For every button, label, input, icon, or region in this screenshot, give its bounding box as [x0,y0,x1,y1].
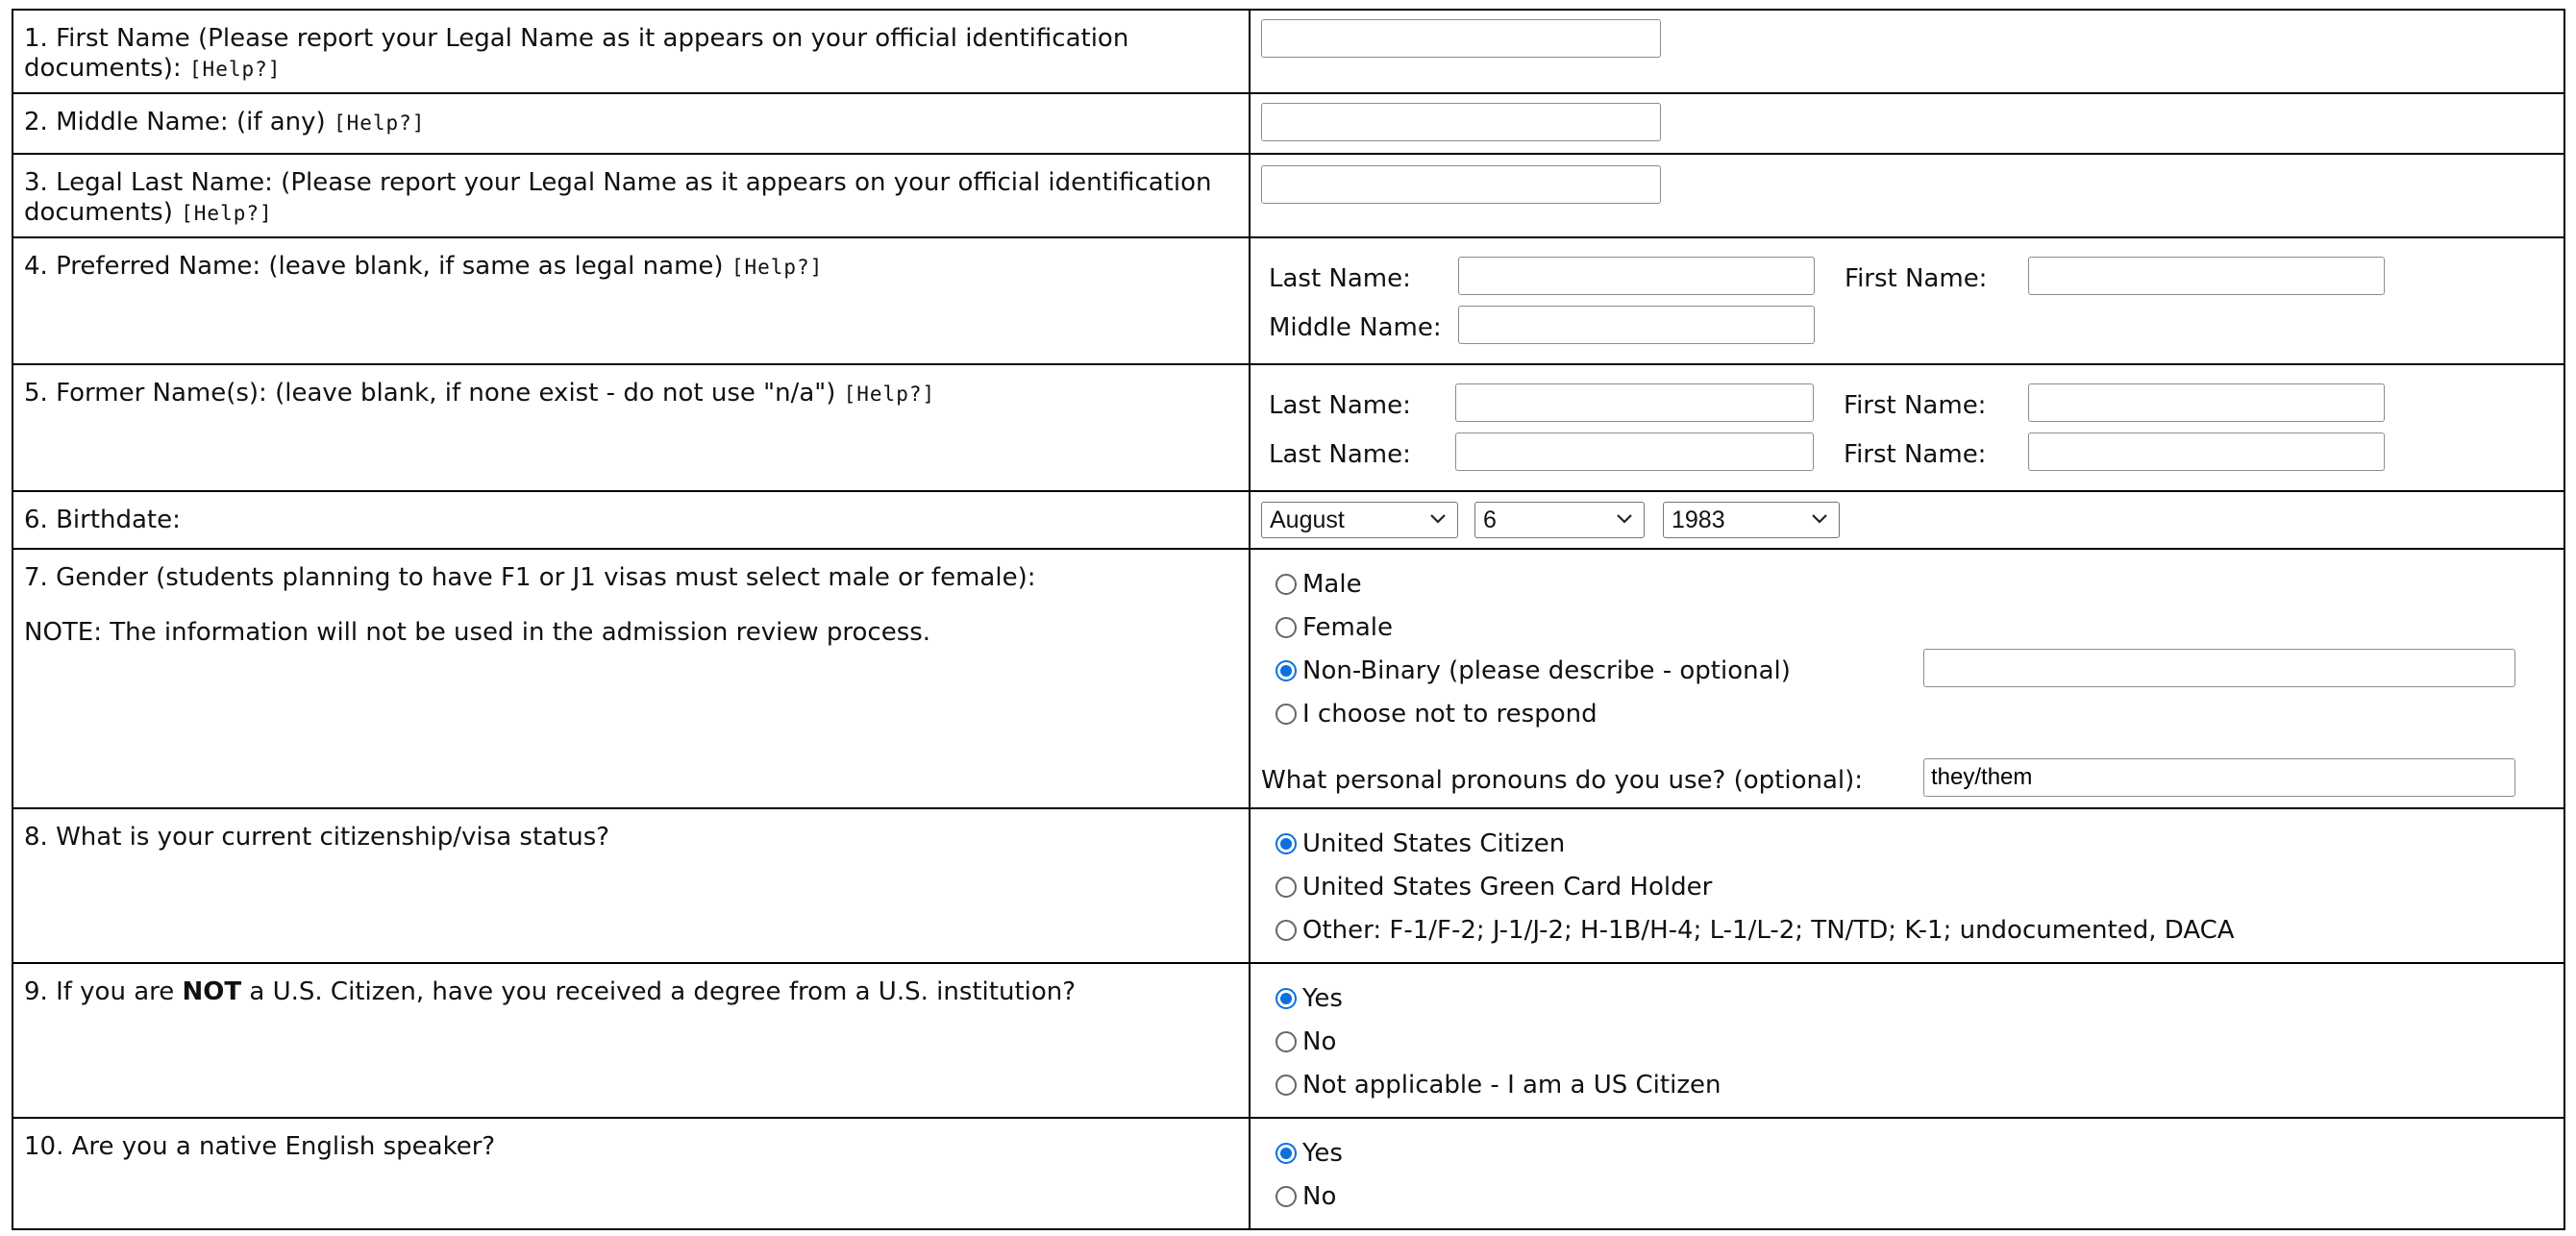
citizenship-option-label: United States Citizen [1302,829,1566,858]
answer-cell [1250,549,2564,808]
english-option-label: No [1302,1182,1337,1211]
form-row-preferred-name [12,237,2564,364]
former-last-name-label-2: Last Name: [1269,440,1411,469]
form-row-former-names [12,364,2564,491]
gender-option-label: Female [1302,613,1394,642]
form-row-first-name [12,10,2564,93]
radio-button-selected[interactable] [1276,1143,1297,1164]
gender-option-label: I choose not to respond [1302,700,1598,729]
birth-year-select[interactable] [1663,502,1840,538]
gender-option-male[interactable] [1276,569,1362,600]
former-first-name-label-2: First Name: [1844,440,1987,469]
radio-button[interactable] [1276,920,1297,941]
question-7-text: 7. Gender (students planning to have F1 or J1 visas must select male or female): [24,563,1036,592]
middle-name-input[interactable] [1261,103,1661,141]
non-binary-describe-input[interactable] [1923,649,2515,687]
degree-option-not-applicable[interactable] [1276,1070,1721,1100]
help-link[interactable]: [Help?] [333,111,426,135]
birth-day-value: 6 [1483,507,1497,533]
question-cell [12,10,1250,93]
preferred-first-name-input[interactable] [2028,257,2385,295]
question-9-text-pre: 9. If you are [24,977,183,1006]
question-10-text: 10. Are you a native English speaker? [24,1132,496,1161]
answer-cell [1250,491,2564,549]
answer-cell [1250,963,2564,1118]
former-first-name-label-1: First Name: [1844,391,1987,420]
former-first-name-input-1[interactable] [2028,383,2385,422]
question-cell [12,963,1250,1118]
preferred-middle-name-input[interactable] [1458,306,1815,344]
answer-cell [1250,154,2564,237]
answer-cell [1250,93,2564,154]
degree-option-yes[interactable] [1276,983,1343,1014]
citizenship-option-label: Other: F-1/F-2; J-1/J-2; H-1B/H-4; L-1/L-2; TN/TD; K-1; undocumented, DACA [1302,916,2235,945]
citizenship-option-us-citizen[interactable] [1276,828,1565,859]
degree-option-label: Not applicable - I am a US Citizen [1302,1071,1721,1100]
answer-cell [1250,1118,2564,1229]
question-cell [12,237,1250,364]
degree-option-label: Yes [1302,984,1343,1013]
former-last-name-input-2[interactable] [1455,433,1814,471]
english-option-yes[interactable] [1276,1138,1343,1169]
form-row-native-english [12,1118,2564,1229]
pronouns-input[interactable] [1923,758,2515,797]
question-8-text: 8. What is your current citizenship/visa status? [24,823,610,852]
radio-button[interactable] [1276,704,1297,725]
english-option-no[interactable] [1276,1181,1336,1212]
form-row-gender [12,549,2564,808]
birth-year-value: 1983 [1672,507,1725,533]
radio-button[interactable] [1276,574,1297,595]
preferred-middle-name-label: Middle Name: [1269,313,1442,342]
first-name-input[interactable] [1261,19,1661,58]
preferred-last-name-label: Last Name: [1269,264,1411,293]
form-row-us-degree [12,963,2564,1118]
question-9-text-post: a U.S. Citizen, have you received a degree from a U.S. institution? [241,977,1077,1006]
form-row-birthdate [12,491,2564,549]
gender-option-label: Non-Binary (please describe - optional) [1302,656,1791,685]
question-cell [12,154,1250,237]
degree-option-label: No [1302,1027,1337,1056]
preferred-last-name-input[interactable] [1458,257,1815,295]
radio-button-selected[interactable] [1276,660,1297,681]
english-option-label: Yes [1302,1139,1343,1168]
radio-button[interactable] [1276,877,1297,898]
answer-cell [1250,10,2564,93]
form-row-last-name [12,154,2564,237]
chevron-down-icon [1615,507,1634,531]
preferred-first-name-label: First Name: [1845,264,1988,293]
question-6-text: 6. Birthdate: [24,506,181,534]
answer-cell [1250,364,2564,491]
radio-button-selected[interactable] [1276,833,1297,854]
citizenship-option-other[interactable] [1276,915,2235,946]
help-link[interactable]: [Help?] [731,256,824,279]
question-cell [12,93,1250,154]
question-4-text: 4. Preferred Name: (leave blank, if same as legal name) [24,252,724,281]
question-cell [12,808,1250,963]
answer-cell [1250,237,2564,364]
chevron-down-icon [1428,507,1448,531]
help-link[interactable]: [Help?] [188,58,282,81]
question-7-note: NOTE: The information will not be used in the admission review process. [24,618,931,647]
former-last-name-input-1[interactable] [1455,383,1814,422]
help-link[interactable]: [Help?] [843,383,936,406]
radio-button[interactable] [1276,1186,1297,1207]
birth-day-select[interactable] [1474,502,1645,538]
gender-option-female[interactable] [1276,612,1393,643]
form-row-middle-name [12,93,2564,154]
radio-button[interactable] [1276,1075,1297,1096]
question-5-text: 5. Former Name(s): (leave blank, if none exist - do not use "n/a") [24,379,836,408]
former-first-name-input-2[interactable] [2028,433,2385,471]
citizenship-option-green-card[interactable] [1276,872,1712,902]
chevron-down-icon [1810,507,1829,531]
legal-last-name-input[interactable] [1261,165,1661,204]
application-form [12,9,2565,1230]
question-1-text: 1. First Name (Please report your Legal Name as it appears on your official identification documents): [24,24,1129,83]
birth-month-value: August [1270,507,1345,533]
question-cell [12,491,1250,549]
radio-button-selected[interactable] [1276,988,1297,1009]
pronouns-label: What personal pronouns do you use? (optional): [1261,766,1864,795]
help-link[interactable]: [Help?] [181,202,273,225]
question-3-text: 3. Legal Last Name: (Please report your Legal Name as it appears on your official identification documents) [24,168,1212,227]
former-last-name-label-1: Last Name: [1269,391,1411,420]
gender-option-no-response[interactable] [1276,699,1598,729]
degree-option-no[interactable] [1276,1026,1336,1057]
question-9-text-bold: NOT [182,977,242,1006]
question-cell [12,549,1250,808]
radio-button[interactable] [1276,617,1297,638]
answer-cell [1250,808,2564,963]
radio-button[interactable] [1276,1031,1297,1052]
citizenship-option-label: United States Green Card Holder [1302,873,1713,902]
question-2-text: 2. Middle Name: (if any) [24,108,326,136]
gender-option-label: Male [1302,570,1362,599]
birth-month-select[interactable] [1261,502,1458,538]
question-cell [12,364,1250,491]
gender-option-non-binary[interactable] [1276,655,1791,686]
form-row-citizenship [12,808,2564,963]
question-cell [12,1118,1250,1229]
